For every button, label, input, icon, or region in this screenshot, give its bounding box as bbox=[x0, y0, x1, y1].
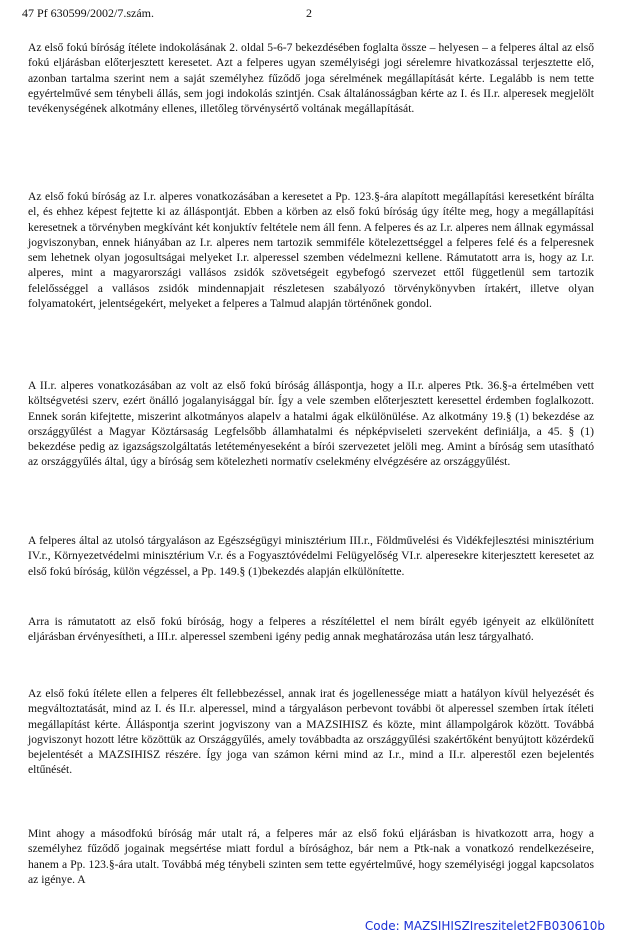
body-paragraph: A II.r. alperes vonatkozásában az volt az első fokú bíróság álláspontja, hogy a II.r. alperes Ptk. 36.§-a értelmében vett költségvetési szerv, ezért önálló jogalanyisággal bír. Így a vele szemben előterjesztett keresettel érdemben foglalkozott. Ennek során kifejtette, miszerint alkotmányos alapelv a hatalmi ágak elkülönülése. Az alkotmány 19.§ (1) bekezdése az országgyűlést a Magyar Köztársaság Legfelsőbb államhatalmi és népképviseleti szerveként definiálja, a 45. § (1) bekezdése pedig az igazságszolgáltatás letéteményeseként a bírói szervezetet jelöli meg. Amint a bíróság sem utasítható az országgyűlés által, úgy a bíróság sem kötelezheti normatív cselekmény elvégzésére az országgyűlést. bbox=[28, 379, 594, 469]
document-code-label: Code: MAZSIHISZIreszitelet2FB030610b bbox=[364, 919, 605, 933]
body-paragraph: Az első fokú bíróság ítélete indokolásának 2. oldal 5-6-7 bekezdésében foglalta össze – helyesen – a felperes által az első fokú eljárásban előterjesztett keresetet. Azt a felperes ugyan személyiségi jogi sérelemre hivatkozással terjesztette elő, azonban tartalma szerint nem a saját személyhez fűződő joga sérelmének megállapítását kérte. Legalább is nem tette egyértelművé sem ténybeli állás, sem jogi indokolás szintjén. Csak általánosságban kérte az I. és II.r. alperesek megjelölt tevékenységének alkotmány ellenes, illetőleg törvénysértő voltának megállapítását. bbox=[28, 41, 594, 116]
page-number: 2 bbox=[306, 6, 312, 20]
body-paragraph: Mint ahogy a másodfokú bíróság már utalt rá, a felperes már az első fokú eljárásban is hivatkozott arra, hogy a személyhez fűződő jogainak megsértése miatt fordul a bírósághoz, bár nem a Ptk-nak a vonatkozó rendelkezéseire, hanem a Pp. 123.§-ára utalt. Továbbá még ténybeli szinten sem tette egyértelművé, hogy személyiségi joggal kapcsolatos az igénye. A bbox=[28, 827, 594, 886]
case-reference: 47 Pf 630599/2002/7.szám. bbox=[22, 6, 154, 20]
body-paragraph: Az első fokú ítélete ellen a felperes élt fellebbezéssel, annak irat és jogellenessége miatt a hatályon kívül helyezését és megváltoztatását, mind az I. és II.r. alperessel, mind a tárgyaláson perbevont további öt alperessel szemben írtak ítéleti megállapítást kérte. Álláspontja szerint jogviszony van a MAZSIHISZ és közte, mint állampolgárok között. Továbbá jogviszonyt hozott létre közöttük az Országgyűlés, amely továbbadta az országgyűlési szakértőként benyújtott közérdekű bejelentését a MAZSIHISZ részére. Így joga van számon kérni mind az I.r., mind a II.r. alperestől ezen bejelentés eltűnését. bbox=[28, 687, 594, 777]
body-paragraph: A felperes által az utolsó tárgyaláson az Egészségügyi minisztérium III.r., Földművelési és Vidékfejlesztési minisztérium IV.r., Környezetvédelmi minisztérium V.r. és a Fogyasztóvédelmi Felügyelőség VI.r. alperesekre kiterjesztett keresetet az első fokú bíróság, külön végzéssel, a Pp. 149.§ (1)bekezdés alapján elkülönítette. bbox=[28, 534, 594, 578]
body-paragraph: Az első fokú bíróság az I.r. alperes vonatkozásában a keresetet a Pp. 123.§-ára alapított megállapítási keresetként bírálta el, és ehhez képest fejtette ki az álláspontját. Ebben a körben az első fokú bíróság úgy ítélte meg, hogy a megállapítási keresetnek a törvényben megkívánt két konjuktív feltétele nem áll fenn. A felperes és az I.r. alperes nem állnak egymással jogviszonyban, ennek hiányában az I.r. alperes nem tartozik semmiféle kötelezettséggel a felperes felé és a felperesnek sem lehetnek olyan jogosultságai melyeket I.r. alperessel szemben védelmezni kellene. Rámutatott arra is, hogy az I.r. alperes, mint a magyarországi vallásos zsidók szövetségeit egybefogó szervezet ettől függetlenül sem tartozik felelősséggel a vallásos zsidók mindennapjait részletesen szabályozó törvénykönyvben írtakért, illetve olyan folyamatokért, jelentségekért, melyeket a felperes a Talmud alapján történőnek gondol. bbox=[28, 190, 594, 311]
body-paragraph: Arra is rámutatott az első fokú bíróság, hogy a felperes a részítélettel el nem bírált egyéb igényeit az elkülönített eljárásban érvényesítheti, a III.r. alperessel szembeni igény pedig annak meghatározása után lesz tárgyalható. bbox=[28, 615, 594, 644]
